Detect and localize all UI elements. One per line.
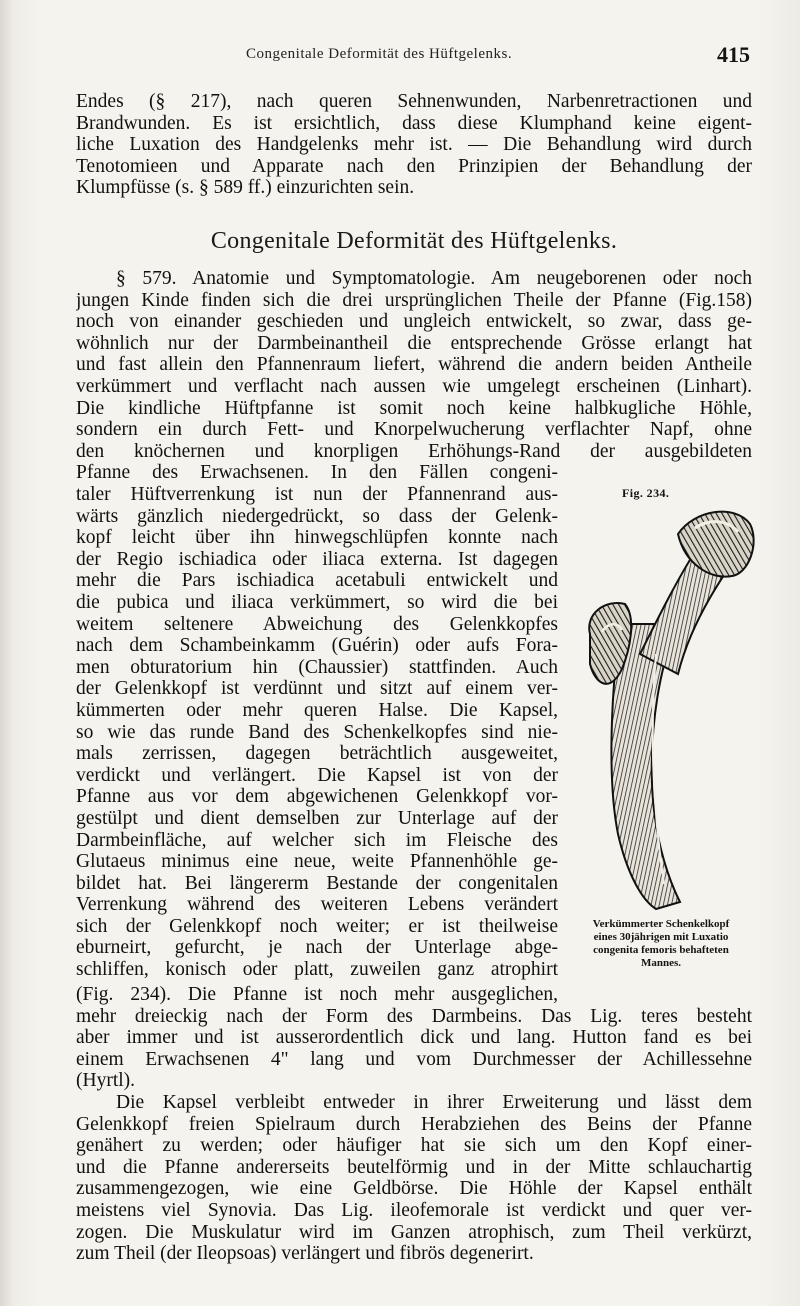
narrow-column-text bbox=[76, 484, 558, 981]
text-line: aber immer und ist ausserordentlich dick und lang. Hutton fand es bei bbox=[76, 1027, 752, 1049]
text-line: Darmbeinfläche, auf welcher sich im Fleische des bbox=[76, 829, 558, 851]
text-line: genähert zu werden; oder häufiger hat sie sich um den Kopf einer- bbox=[76, 1135, 752, 1157]
text-line: einem Erwachsenen 4" lang und vom Durchmesser der Achillessehne bbox=[76, 1048, 752, 1070]
text-line: (Hyrtl). bbox=[76, 1070, 136, 1092]
text-line: liche Luxation des Handgelenks mehr ist. — Die Behandlung wird durch bbox=[76, 134, 752, 156]
page-number: 415 bbox=[717, 42, 750, 67]
text-line: verkümmert und verflacht nach aussen wie umgelegt erscheinen (Linhart). bbox=[76, 375, 752, 397]
text-line: zusammengezogen, wie eine Geldbörse. Die Höhle der Kapsel enthält bbox=[76, 1178, 752, 1200]
caption-line: congenita femoris behafteten bbox=[593, 944, 729, 956]
section-heading: Congenitale Deformität des Hüftgelenks. bbox=[210, 228, 618, 254]
text-line: Pfanne aus vor dem abgewichenen Gelenkkopf vor- bbox=[76, 786, 558, 808]
paragraph-kapsel bbox=[76, 1092, 752, 1265]
text-line: Die kindliche Hüftpfanne ist somit noch keine halbkugliche Höhle, bbox=[76, 397, 752, 419]
text-line: Glutaeus minimus eine neue, weite Pfannenhöhle ge- bbox=[76, 851, 558, 873]
intro-paragraph bbox=[76, 91, 752, 199]
text-line: Klumpfüsse (s. § 589 ff.) einzurichten sein. bbox=[76, 177, 415, 199]
caption-line: Verkümmerter Schenkelkopf bbox=[592, 918, 730, 930]
text-line: noch von einander geschieden und ungleich entwickelt, so zwar, dass ge- bbox=[76, 311, 752, 333]
text-line: meistens viel Synovia. Das Lig. ileofemorale ist verdickt und quer ver- bbox=[76, 1199, 752, 1221]
text-line: und fast allein den Pfannenraum liefert, während die andern beiden Antheile bbox=[76, 354, 752, 376]
text-line: den knöchernen und knorpligen Erhöhungs-Rand der ausgebildeten bbox=[76, 440, 752, 462]
text-line: § 579. Anatomie und Symptomatologie. Am neugeborenen oder noch bbox=[116, 268, 752, 289]
text-line: Verrenkung während des weiteren Lebens verändert bbox=[76, 894, 558, 916]
text-line: zogen. Die Muskulatur wird im Ganzen atrophisch, zum Theil verkürzt, bbox=[76, 1221, 752, 1243]
text-line: Pfanne des Erwachsenen. In den Fällen congeni- bbox=[76, 462, 558, 484]
text-line: mehr dreieckig nach der Form des Darmbeins. Das Lig. teres besteht bbox=[76, 1005, 752, 1027]
text-line: Gelenkkopf freien Spielraum durch Herabziehen des Beins der Pfanne bbox=[76, 1113, 752, 1135]
text-line: sondern ein durch Fett- und Knorpelwucherung verflachter Napf, ohne bbox=[76, 419, 752, 441]
running-title: Congenitale Deformität des Hüftgelenks. bbox=[246, 46, 513, 62]
text-line: eburneirt, gefurcht, je nach der Unterlage abge- bbox=[76, 937, 558, 959]
text-line: mals zerrissen, dagegen beträchtlich ausgeweitet, bbox=[76, 743, 558, 765]
text-line: der Gelenkkopf ist verdünnt und sitzt auf einem ver- bbox=[76, 678, 558, 700]
text-line: gestülpt und dient demselben zur Unterlage auf der bbox=[76, 807, 558, 829]
figure-caption bbox=[566, 918, 756, 970]
text-line: und die Pfanne andererseits beutelförmig und in der Mitte schlauchartig bbox=[76, 1156, 752, 1178]
paragraph-579 bbox=[76, 268, 752, 484]
text-line: Brandwunden. Es ist ersichtlich, dass diese Klumphand keine eigent- bbox=[76, 112, 752, 134]
text-line: so wie das runde Band des Schenkelkopfes sind nie- bbox=[76, 721, 558, 743]
text-line: verdickt und verlängert. Die Kapsel ist von der bbox=[76, 764, 558, 786]
text-line: men obturatorium hin (Chaussier) stattfinden. Auch bbox=[76, 656, 558, 678]
text-line: bildet hat. Bei längererm Bestande der congenitalen bbox=[76, 872, 558, 894]
text-line: kopf leicht über ihn hinwegschlüpfen konnte nach bbox=[76, 527, 558, 549]
text-line: mehr die Pars ischiadica acetabuli entwickelt und bbox=[76, 570, 558, 592]
text-line: taler Hüftverrenkung ist nun der Pfannenrand aus- bbox=[76, 484, 558, 505]
text-line: weitem seltenere Abweichung des Gelenkkopfes bbox=[76, 613, 558, 635]
text-line: kümmerten oder mehr queren Halse. Die Kapsel, bbox=[76, 699, 558, 721]
text-line: zum Theil (der Ileopsoas) verlängert und fibrös degenerirt. bbox=[76, 1243, 534, 1265]
text-line: (Fig. 234). Die Pfanne ist noch mehr ausgeglichen, bbox=[76, 984, 558, 1005]
paragraph-continuation bbox=[76, 984, 752, 1092]
text-line: Tenotomieen und Apparate nach den Prinzipien der Behandlung der bbox=[76, 155, 752, 177]
femur-illustration bbox=[560, 504, 760, 914]
text-line: schliffen, konisch oder platt, zuweilen ganz atrophirt bbox=[76, 959, 558, 981]
text-line: wärts gänzlich niedergedrückt, so dass der Gelenk- bbox=[76, 505, 558, 527]
caption-line: Mannes. bbox=[640, 957, 682, 969]
text-line: nach dem Schambeinkamm (Guérin) oder aufs Fora- bbox=[76, 635, 558, 657]
running-head bbox=[76, 44, 752, 72]
text-line: Endes (§ 217), nach queren Sehnenwunden, Narbenretractionen und bbox=[76, 91, 752, 112]
caption-line: eines 30jährigen mit Luxatio bbox=[593, 931, 729, 943]
text-line: sich der Gelenkkopf noch weiter; er ist theilweise bbox=[76, 915, 558, 937]
text-line: wöhnlich nur der Darmbeinantheil die entsprechende Grösse erlangt hat bbox=[76, 332, 752, 354]
text-line: die pubica und iliaca verkümmert, so wird die bei bbox=[76, 591, 558, 613]
text-line: jungen Kinde finden sich die drei ursprünglichen Theile der Pfanne (Fig.158) bbox=[76, 289, 752, 311]
figure-label: Fig. 234. bbox=[622, 486, 670, 500]
text-line: der Regio ischiadica oder iliaca externa. Ist dagegen bbox=[76, 548, 558, 570]
text-line: Die Kapsel verbleibt entweder in ihrer Erweiterung und lässt dem bbox=[116, 1092, 752, 1113]
